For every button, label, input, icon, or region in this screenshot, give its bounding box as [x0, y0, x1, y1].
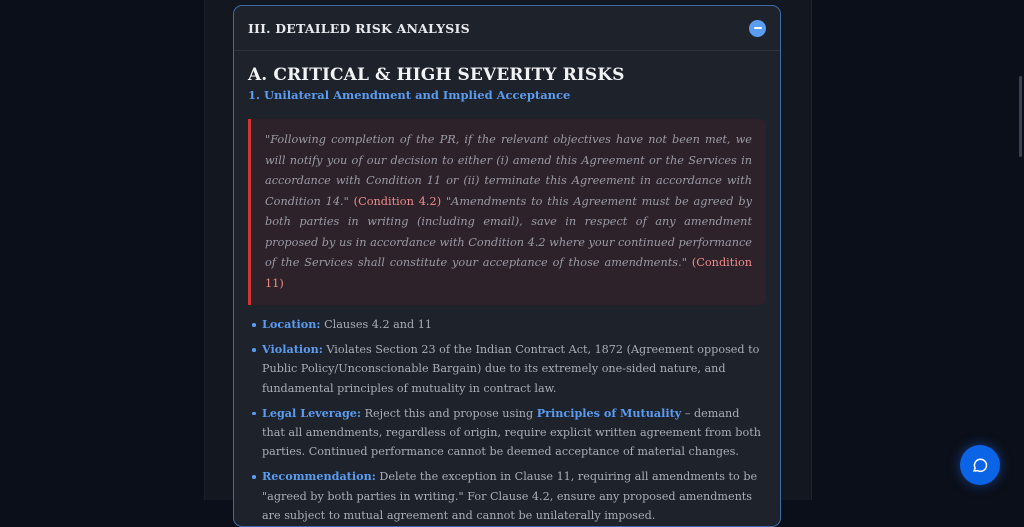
- bullet-text: Clauses 4.2 and 11: [324, 318, 432, 331]
- bullet-label: Violation:: [262, 342, 323, 357]
- risk-details-list: [248, 315, 766, 525]
- chat-button[interactable]: [960, 445, 1000, 485]
- section-title: III. DETAILED RISK ANALYSIS: [248, 20, 470, 36]
- page-scrollbar[interactable]: [1019, 76, 1022, 157]
- list-item-legal-leverage: [262, 404, 766, 462]
- list-item-location: [262, 315, 766, 334]
- severity-heading: A. CRITICAL & HIGH SEVERITY RISKS: [248, 65, 625, 85]
- condition-ref-1: (Condition 4.2): [353, 194, 442, 208]
- quote-text-2: "Amendments to this Agreement must be agreed by both parties in writing (including email), save in respect of any amendment proposed by us in accordance with Condition 4.2 where your continued performance of the Services shall constitute your acceptance of those amendments.": [265, 194, 752, 269]
- bullet-label: Legal Leverage:: [262, 405, 362, 420]
- bullet-text: Delete the exception in Clause 11, requiring all amendments to be "agreed by both parties in writing." For Clause 4.2, ensure any proposed amendments are subject to mutual agreement and cannot be unilaterally imposed.: [262, 470, 758, 522]
- clause-quote: [248, 119, 766, 305]
- bullet-text: – demand that all amendments, regardless of origin, require explicit written agreement from both parties. Continued performance cannot be deemed acceptance of material changes.: [262, 406, 761, 459]
- minus-circle-icon: [754, 27, 762, 29]
- quote-text-1: "Following completion of the PR, if the relevant objectives have not been met, we will notify you of our decision to either (i) amend this Agreement or the Services in accordance with Condition 11 or (ii) terminate this Agreement in accordance with Condition 14.": [265, 133, 752, 208]
- risk-analysis-card: [233, 5, 781, 527]
- card-header[interactable]: [234, 6, 780, 51]
- bullet-emphasis: Principles of Mutuality: [536, 405, 682, 420]
- chat-bubble-icon: [971, 456, 989, 474]
- collapse-button[interactable]: [749, 20, 766, 37]
- bullet-label: Location:: [262, 317, 321, 331]
- bullet-text: Violates Section 23 of the Indian Contract Act, 1872 (Agreement opposed to Public Policy/Unconscionable Bargain) due to its extremely one-sided nature, and fundamental principles of mutuality in contract law.: [262, 343, 760, 395]
- list-item-violation: [262, 340, 766, 398]
- condition-ref-2: (Condition 11): [265, 256, 753, 290]
- bullet-label: Recommendation:: [262, 469, 376, 484]
- risk-subheading: 1. Unilateral Amendment and Implied Acceptance: [248, 88, 571, 102]
- list-item-recommendation: [262, 467, 766, 525]
- bullet-text: Reject this and propose using: [364, 406, 534, 420]
